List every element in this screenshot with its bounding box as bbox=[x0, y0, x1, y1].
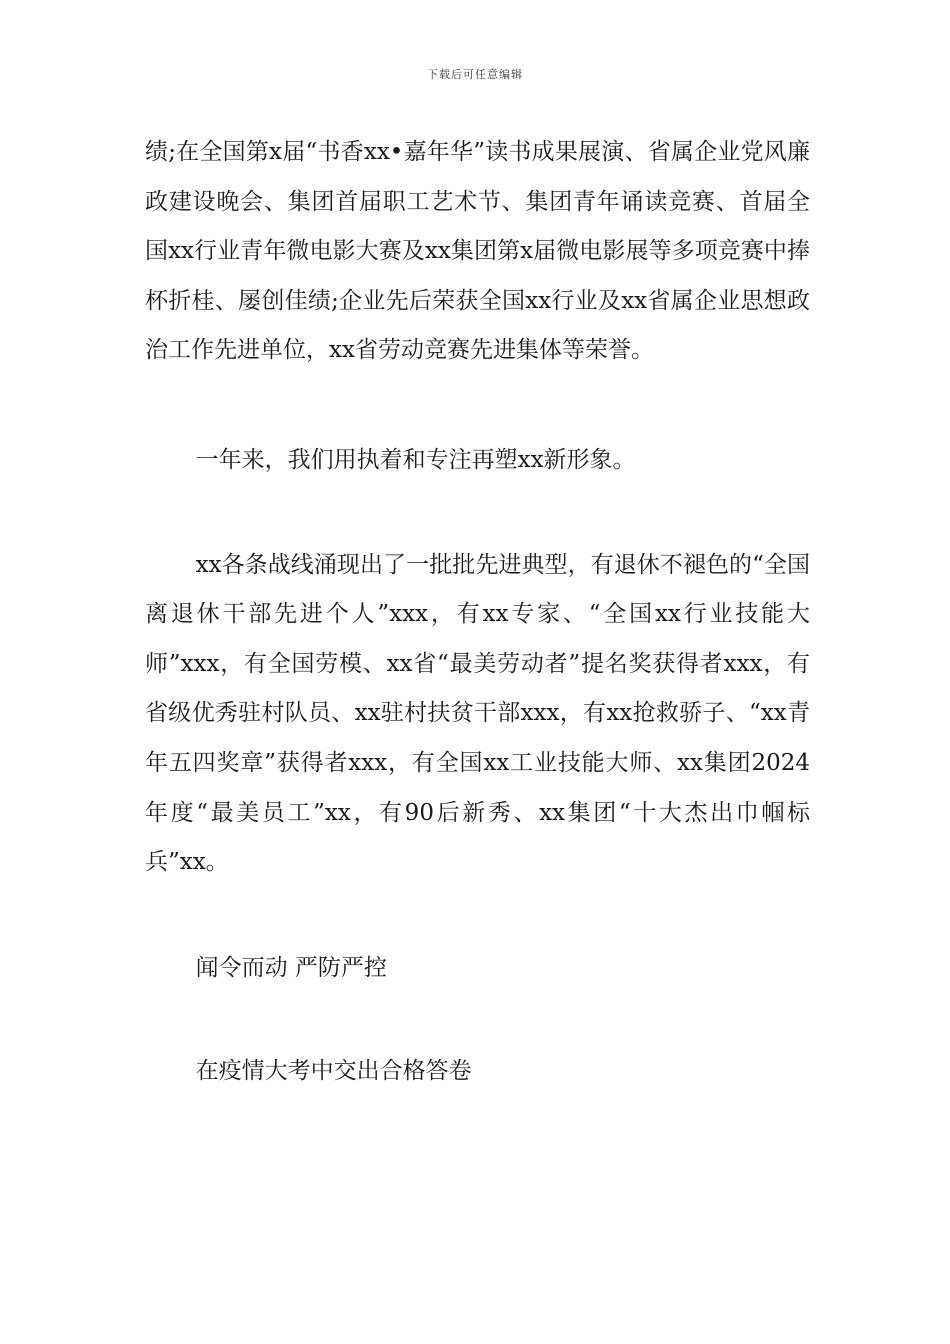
document-body bbox=[145, 128, 810, 1097]
header-note: 下载后可任意编辑 bbox=[427, 68, 523, 81]
paragraph-advanced-models: xx各条战线涌现出了一批批先进典型，有退休不褪色的“全国离退休干部先进个人”xxx，有xx专家、“全国xx行业技能大师”xxx，有全国劳模、xx省“最美劳动者”提名奖获得者xxx，有省级优秀驻村队员、xx驻村扶贫干部xxx，有xx抢救骄子、“xx青年五四奖章”获得者xxx，有全国xx工业技能大师、xx集团2024年度“最美员工”xx，有90后新秀、xx集团“十大杰出巾帼标兵”xx。 bbox=[145, 551, 810, 876]
section-heading-prevention: 闻令而动 严防严控 bbox=[195, 954, 387, 981]
section-heading-epidemic-exam: 在疫情大考中交出合格答卷 bbox=[195, 1058, 472, 1085]
paragraph-new-image: 一年来，我们用执着和专注再塑xx新形象。 bbox=[195, 446, 636, 473]
paragraph-awards: 绩;在全国第x届“书香xx•嘉年华”读书成果展演、省属企业党风廉政建设晚会、集团首届职工艺术节、集团青年诵读竞赛、首届全国xx行业青年微电影大赛及xx集团第x届微电影展等多项竞赛中捧杯折桂、屡创佳绩;企业先后荣获全国xx行业及xx省属企业思想政治工作先进单位，xx省劳动竞赛先进集体等荣誉。 bbox=[145, 139, 810, 364]
